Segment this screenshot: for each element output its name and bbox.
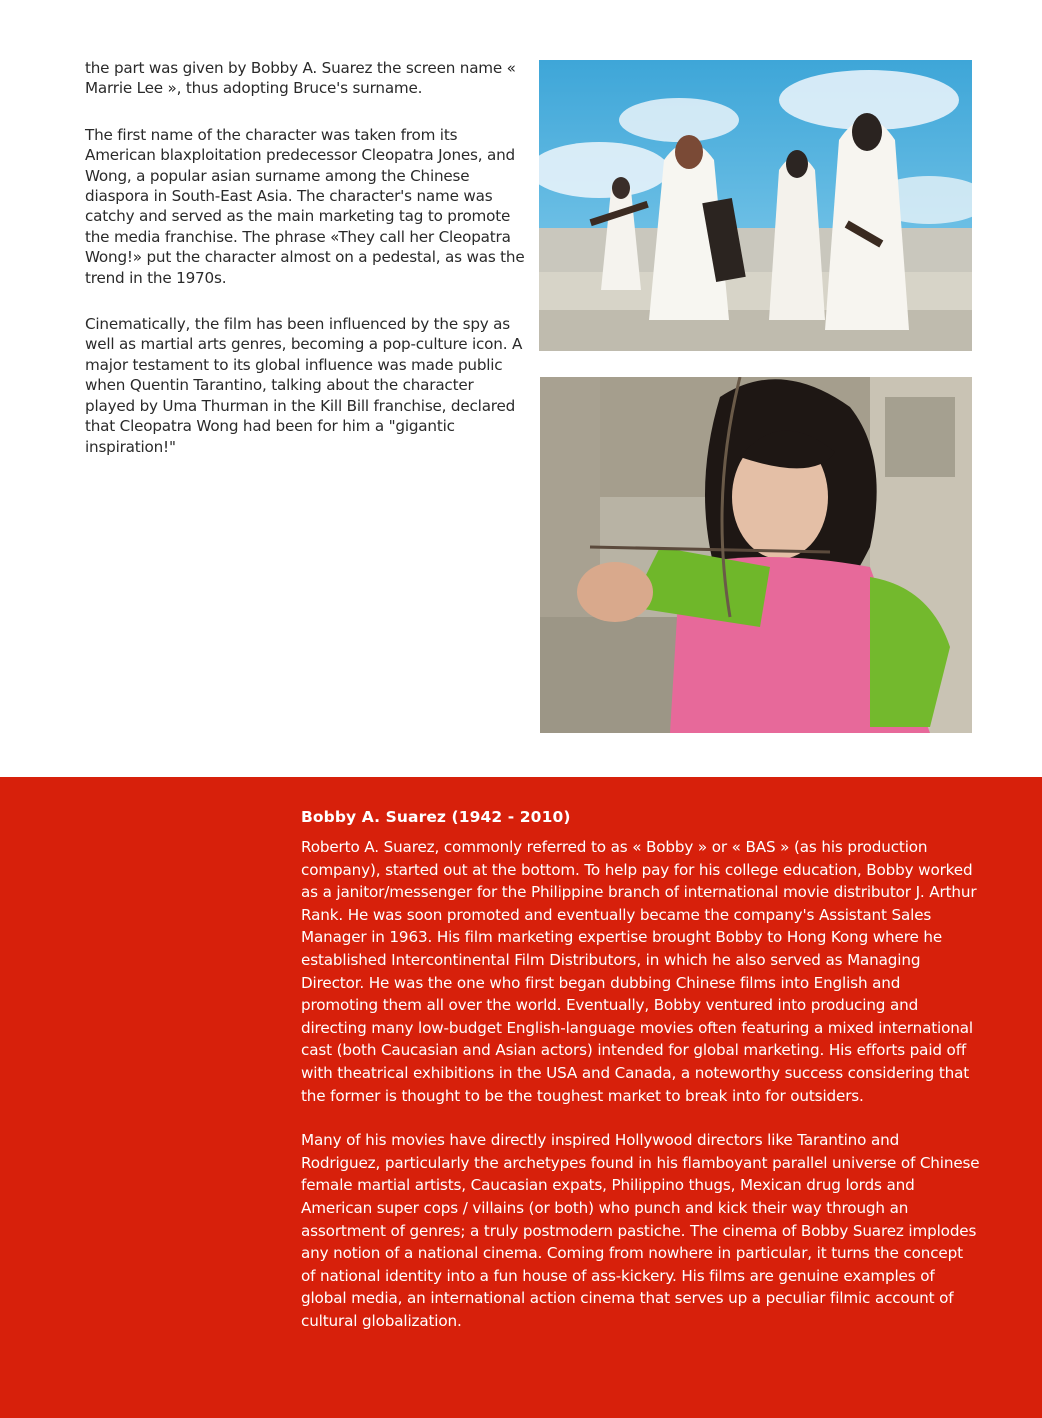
bio-paragraph-1: Roberto A. Suarez, commonly referred to as « Bobby » or « BAS » (as his production company), started out at the bottom. To help pay for his college education, Bobby worked as a janitor/messenger for the Philippine branch of international movie distributor J. Arthur Rank. He was soon promoted and eventually became the company's Assistant Sales Manager in 1963. His film marketing expertise brought Bobby to Hong Kong where he established Intercontinental Film Distributors, in which he also served as Managing Director. He was the one who first began dubbing Chinese films into English and promoting them all over the world. Eventually, Bobby ventured into producing and directing many low-budget English-language movies often featuring a mixed international cast (both Caucasian and Asian actors) intended for global marketing. His efforts paid off with theatrical exhibitions in the USA and Canada, a noteworthy success considering that the former is thought to be the toughest market to break into for outsiders. <box>301 838 977 1105</box>
bio-text <box>301 836 981 1354</box>
bio-paragraph-2: Many of his movies have directly inspired Hollywood directors like Tarantino and Rodriguez, particularly the archetypes found in his flamboyant parallel universe of Chinese female martial artists, Caucasian expats, Philippino thugs, Mexican drug lords and American super cops / villains (or both) who punch and kick their way through an assortment of genres; a truly postmodern pastiche. The cinema of Bobby Suarez implodes any notion of a national cinema. Coming from nowhere in particular, it turns the concept of national identity into a fun house of ass-kickery. His films are genuine examples of global media, an international action cinema that serves up a peculiar filmic account of cultural globalization. <box>301 1131 980 1330</box>
intro-text-column <box>85 58 525 483</box>
intro-paragraph-1: the part was given by Bobby A. Suarez the screen name « Marrie Lee », thus adopting Bruce's surname. <box>85 59 516 98</box>
bio-heading: Bobby A. Suarez (1942 - 2010) <box>301 808 571 826</box>
intro-paragraph-2: The first name of the character was taken from its American blaxploitation predecessor Cleopatra Jones, and Wong, a popular asian surname among the Chinese diaspora in South-East Asia. The character's name was catchy and served as the main marketing tag to promote the media franchise. The phrase «They call her Cleopatra Wong!» put the character almost on a pedestal, as was the trend in the 1970s. <box>85 125 525 287</box>
photo-woman-with-bow <box>540 377 972 733</box>
intro-paragraph-3: Cinematically, the film has been influenced by the spy as well as martial arts genres, becoming a pop-culture icon. A major testament to its global influence was made public when Quentin Tarantino, talking about the character played by Uma Thurman in the Kill Bill franchise, declared that Cleopatra Wong had been for him a "gigantic inspiration!" <box>85 315 523 456</box>
photo-nuns-with-rifles <box>539 60 972 351</box>
